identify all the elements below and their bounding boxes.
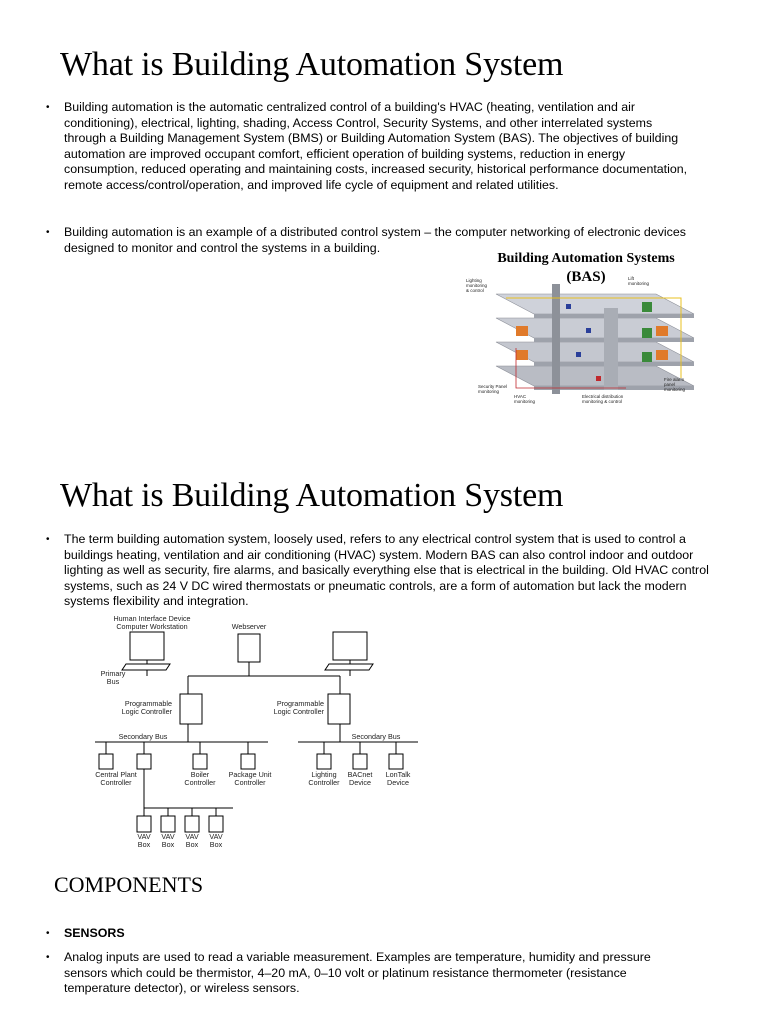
slide1-bullet-2-text: Building automation is an example of a distributed control system – the computer networking of electronic devices designed to monitor and control the systems in a building.: [64, 225, 686, 255]
webserver-label: Webserver: [231, 622, 267, 631]
bas-label-lighting-2: monitoring: [466, 283, 488, 288]
lighting-controller-label-2: Controller: [308, 778, 340, 787]
plc-right-label-2: Logic Controller: [273, 707, 324, 716]
bas-figure-subtitle: (BAS): [566, 269, 606, 285]
lontalk-label-2: Device: [387, 778, 409, 787]
central-plant-label-1: Central Plant: [95, 770, 137, 779]
primary-bus-label-1: Primary: [100, 669, 126, 678]
bas-network-diagram: [88, 612, 418, 857]
vav-label-3b: Box: [185, 840, 199, 849]
vav-label-2b: Box: [161, 840, 175, 849]
bacnet-label-1: BACnet: [347, 770, 373, 779]
slide1-bullet-1: [46, 100, 696, 193]
lontalk-device-box: [389, 754, 403, 769]
bas-label-lighting-3: & control: [466, 288, 484, 293]
vav-box-3: [185, 816, 199, 832]
bacnet-device-box: [353, 754, 367, 769]
bullet-dot-icon: •: [46, 928, 50, 939]
bas-label-fire-3: monitoring: [664, 387, 686, 392]
slide2-title: What is Building Automation System: [60, 477, 564, 514]
bas-label-security-1: Security Panel: [478, 384, 508, 389]
plc-right-box: [328, 694, 350, 724]
workstation-keyboard-icon: [122, 664, 170, 670]
bas-label-electrical-1: Electrical distribution: [582, 394, 624, 399]
bullet-dot-icon: •: [46, 102, 50, 113]
lighting-controller-box: [317, 754, 331, 769]
slide2-bullet-1: [46, 532, 711, 610]
package-unit-label-2: Controller: [234, 778, 266, 787]
secondary-bus-right-label: Secondary Bus: [351, 732, 401, 741]
boiler-label-2: Controller: [184, 778, 216, 787]
bas-label-lift-1: Lift: [628, 276, 635, 281]
components-title: COMPONENTS: [54, 872, 204, 897]
central-plant-label-2: Controller: [100, 778, 132, 787]
boiler-label-1: Boiler: [190, 770, 210, 779]
workstation2-keyboard-icon: [325, 664, 373, 670]
plc-left-box: [180, 694, 202, 724]
webserver-box: [238, 634, 260, 662]
bas-label-hvac-2: monitoring: [514, 399, 536, 404]
bas-figure-title: Building Automation Systems: [497, 251, 675, 266]
plc-left-label-2: Logic Controller: [121, 707, 172, 716]
package-unit-label-1: Package Unit: [228, 770, 272, 779]
central-plant-secondary-box: [137, 754, 151, 769]
vav-box-1: [137, 816, 151, 832]
bas-building-figure: [456, 248, 714, 410]
workstation-monitor-icon: [130, 632, 164, 660]
components-bullet-1: [46, 926, 696, 942]
bas-label-security-2: monitoring: [478, 389, 500, 394]
plc-left-label-1: Programmable: [124, 699, 172, 708]
bullet-dot-icon: •: [46, 534, 50, 545]
bullet-dot-icon: •: [46, 227, 50, 238]
components-bullet-2-text: Analog inputs are used to read a variable measurement. Examples are temperature, humidity and pressure sensors which could be thermistor, 4–20 mA, 0–10 volt or platinum resistance thermometer (resistance temperature detector), or wireless sensors.: [64, 950, 651, 995]
secondary-bus-left-label: Secondary Bus: [118, 732, 168, 741]
bullet-dot-icon: •: [46, 952, 50, 963]
bas-label-electrical-2: monitoring & control: [582, 399, 623, 404]
slide1-bullet-1-text: Building automation is the automatic centralized control of a building's HVAC (heating, ventilation and air conditioning), electrical, lighting, shading, Access Control, Security Systems, and other interrelated systems through a Building Management System (BMS) or Building Automation System (BAS). The objectives of building automation are improved occupant comfort, efficient operation of building systems, reduction in energy consumption, reduced operating and maintaining costs, increased security, historical performance documentation, remote access/control/operation, and improved life cycle of equipment and related utilities.: [64, 100, 688, 192]
lighting-controller-label-1: Lighting: [311, 770, 337, 779]
central-plant-box: [99, 754, 113, 769]
vav-label-1b: Box: [137, 840, 151, 849]
hmi-label-1: Human Interface Device: [113, 614, 191, 623]
vav-box-2: [161, 816, 175, 832]
plc-right-label-1: Programmable: [276, 699, 324, 708]
vav-label-1a: VAV: [137, 832, 151, 841]
vav-label-3a: VAV: [185, 832, 199, 841]
components-bullet-2: [46, 950, 696, 997]
bas-label-lighting-1: Lighting: [466, 278, 482, 283]
lontalk-label-1: LonTalk: [385, 770, 411, 779]
bacnet-label-2: Device: [349, 778, 371, 787]
primary-bus-label-2: Bus: [106, 677, 120, 686]
components-bullet-1-text: SENSORS: [64, 926, 125, 940]
hmi-label-2: Computer Workstation: [116, 622, 188, 631]
vav-label-4b: Box: [209, 840, 223, 849]
vav-box-4: [209, 816, 223, 832]
bas-label-lift-2: monitoring: [628, 281, 650, 286]
bas-label-hvac-1: HVAC: [514, 394, 527, 399]
slide2-bullet-1-text: The term building automation system, loosely used, refers to any electrical control system that is used to control a buildings heating, ventilation and air conditioning (HVAC) system. Modern BAS can also control indoor and outdoor lighting as well as security, fire alarms, and basically everything else that is electrical in the building. Old HVAC control systems, such as 24 V DC wired thermostats or pneumatic controls, are a form of automation but lack the modern systems flexibility and integration.: [64, 532, 709, 608]
vav-label-2a: VAV: [161, 832, 175, 841]
vav-label-4a: VAV: [209, 832, 223, 841]
boiler-box: [193, 754, 207, 769]
bas-label-fire-2: panel: [664, 382, 676, 387]
slide1-title: What is Building Automation System: [60, 46, 564, 83]
package-unit-box: [241, 754, 255, 769]
bas-label-fire-1: Fire alarm: [664, 377, 685, 382]
workstation2-monitor-icon: [333, 632, 367, 660]
